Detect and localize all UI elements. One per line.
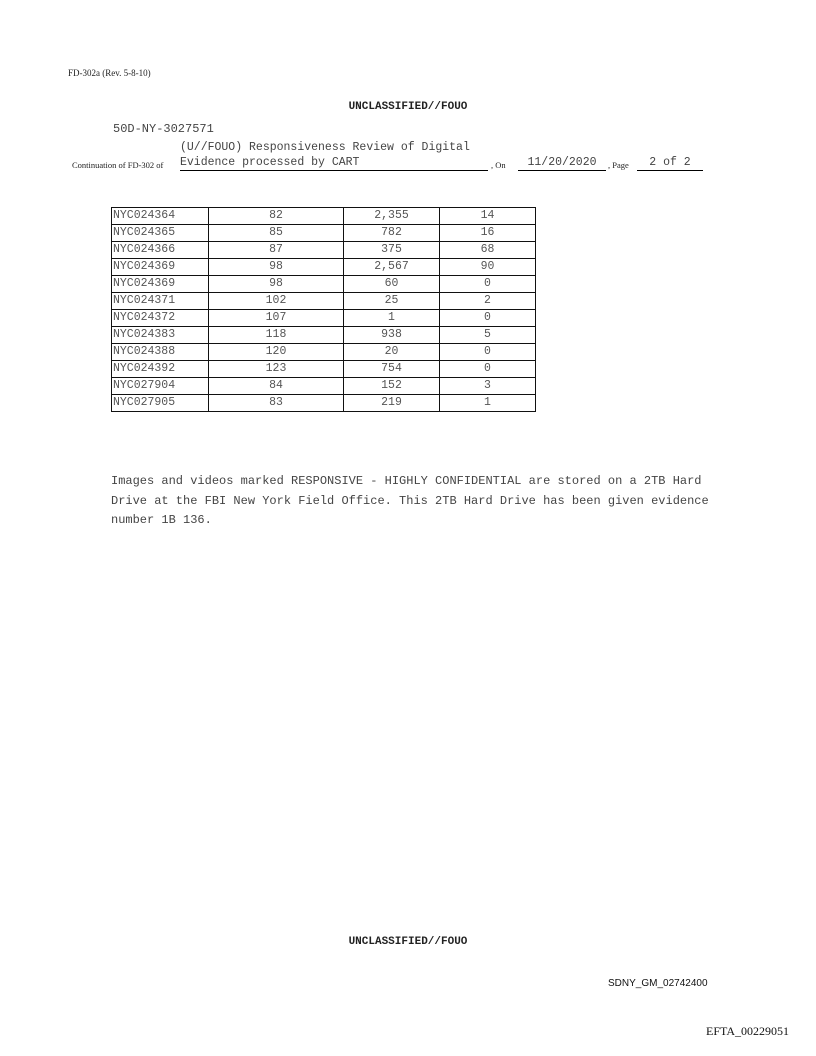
table-cell: 98 (209, 276, 344, 293)
table-cell: 1 (440, 395, 536, 412)
table-cell: NYC027904 (112, 378, 209, 395)
table-cell: 2 (440, 293, 536, 310)
table-cell: 118 (209, 327, 344, 344)
table-cell: 2,567 (344, 259, 440, 276)
table-cell: NYC024372 (112, 310, 209, 327)
file-number: 50D-NY-3027571 (113, 122, 214, 136)
table-cell: 3 (440, 378, 536, 395)
table-row (112, 361, 536, 378)
table-row (112, 310, 536, 327)
table-row (112, 225, 536, 242)
bates-number: SDNY_GM_02742400 (608, 978, 708, 989)
table-cell: NYC024369 (112, 259, 209, 276)
table-row (112, 293, 536, 310)
table-row (112, 208, 536, 225)
table-cell: 375 (344, 242, 440, 259)
date-value: 11/20/2020 (518, 156, 606, 171)
table-cell: 60 (344, 276, 440, 293)
table-cell: 123 (209, 361, 344, 378)
table-cell: 0 (440, 344, 536, 361)
table-cell: NYC027905 (112, 395, 209, 412)
page-label: , Page (608, 160, 629, 170)
table-cell: 120 (209, 344, 344, 361)
table-row (112, 378, 536, 395)
classification-header: UNCLASSIFIED//FOUO (348, 101, 468, 113)
table-cell: 782 (344, 225, 440, 242)
table-cell: 152 (344, 378, 440, 395)
table-cell: 0 (440, 276, 536, 293)
caption-line-2: Evidence processed by CART (180, 156, 488, 171)
table-cell: NYC024365 (112, 225, 209, 242)
table-cell: NYC024383 (112, 327, 209, 344)
table-cell: 754 (344, 361, 440, 378)
classification-footer: UNCLASSIFIED//FOUO (348, 936, 468, 948)
table-cell: NYC024366 (112, 242, 209, 259)
table-cell: NYC024371 (112, 293, 209, 310)
table-cell: 84 (209, 378, 344, 395)
efta-number: EFTA_00229051 (706, 1024, 790, 1038)
table-row (112, 276, 536, 293)
form-id: FD-302a (Rev. 5-8-10) (68, 68, 151, 78)
body-paragraph: Images and videos marked RESPONSIVE - HIGHLY CONFIDENTIAL are stored on a 2TB Hard Drive at the FBI New York Field Office. This 2TB Hard Drive has been given evidence number 1B 136. (111, 474, 709, 527)
table-row (112, 242, 536, 259)
evidence-table (111, 207, 536, 412)
table-cell: 68 (440, 242, 536, 259)
table-cell: 1 (344, 310, 440, 327)
table-row (112, 259, 536, 276)
evidence-table-body (112, 208, 536, 412)
continuation-label: Continuation of FD-302 of (72, 160, 164, 170)
table-row (112, 344, 536, 361)
table-cell: NYC024369 (112, 276, 209, 293)
table-cell: NYC024388 (112, 344, 209, 361)
table-cell: NYC024364 (112, 208, 209, 225)
table-cell: 85 (209, 225, 344, 242)
table-cell: 5 (440, 327, 536, 344)
table-cell: 90 (440, 259, 536, 276)
table-cell: 0 (440, 310, 536, 327)
table-cell: 16 (440, 225, 536, 242)
table-row (112, 395, 536, 412)
table-cell: 87 (209, 242, 344, 259)
table-cell: 938 (344, 327, 440, 344)
table-cell: 0 (440, 361, 536, 378)
table-cell: 82 (209, 208, 344, 225)
table-row (112, 327, 536, 344)
table-cell: 98 (209, 259, 344, 276)
table-cell: 25 (344, 293, 440, 310)
table-cell: 219 (344, 395, 440, 412)
table-cell: 102 (209, 293, 344, 310)
page-value: 2 of 2 (637, 156, 703, 171)
table-cell: 14 (440, 208, 536, 225)
table-cell: NYC024392 (112, 361, 209, 378)
on-label: , On (491, 160, 506, 170)
caption-line-1: (U//FOUO) Responsiveness Review of Digital (180, 141, 470, 154)
table-cell: 83 (209, 395, 344, 412)
table-cell: 107 (209, 310, 344, 327)
table-cell: 20 (344, 344, 440, 361)
table-cell: 2,355 (344, 208, 440, 225)
